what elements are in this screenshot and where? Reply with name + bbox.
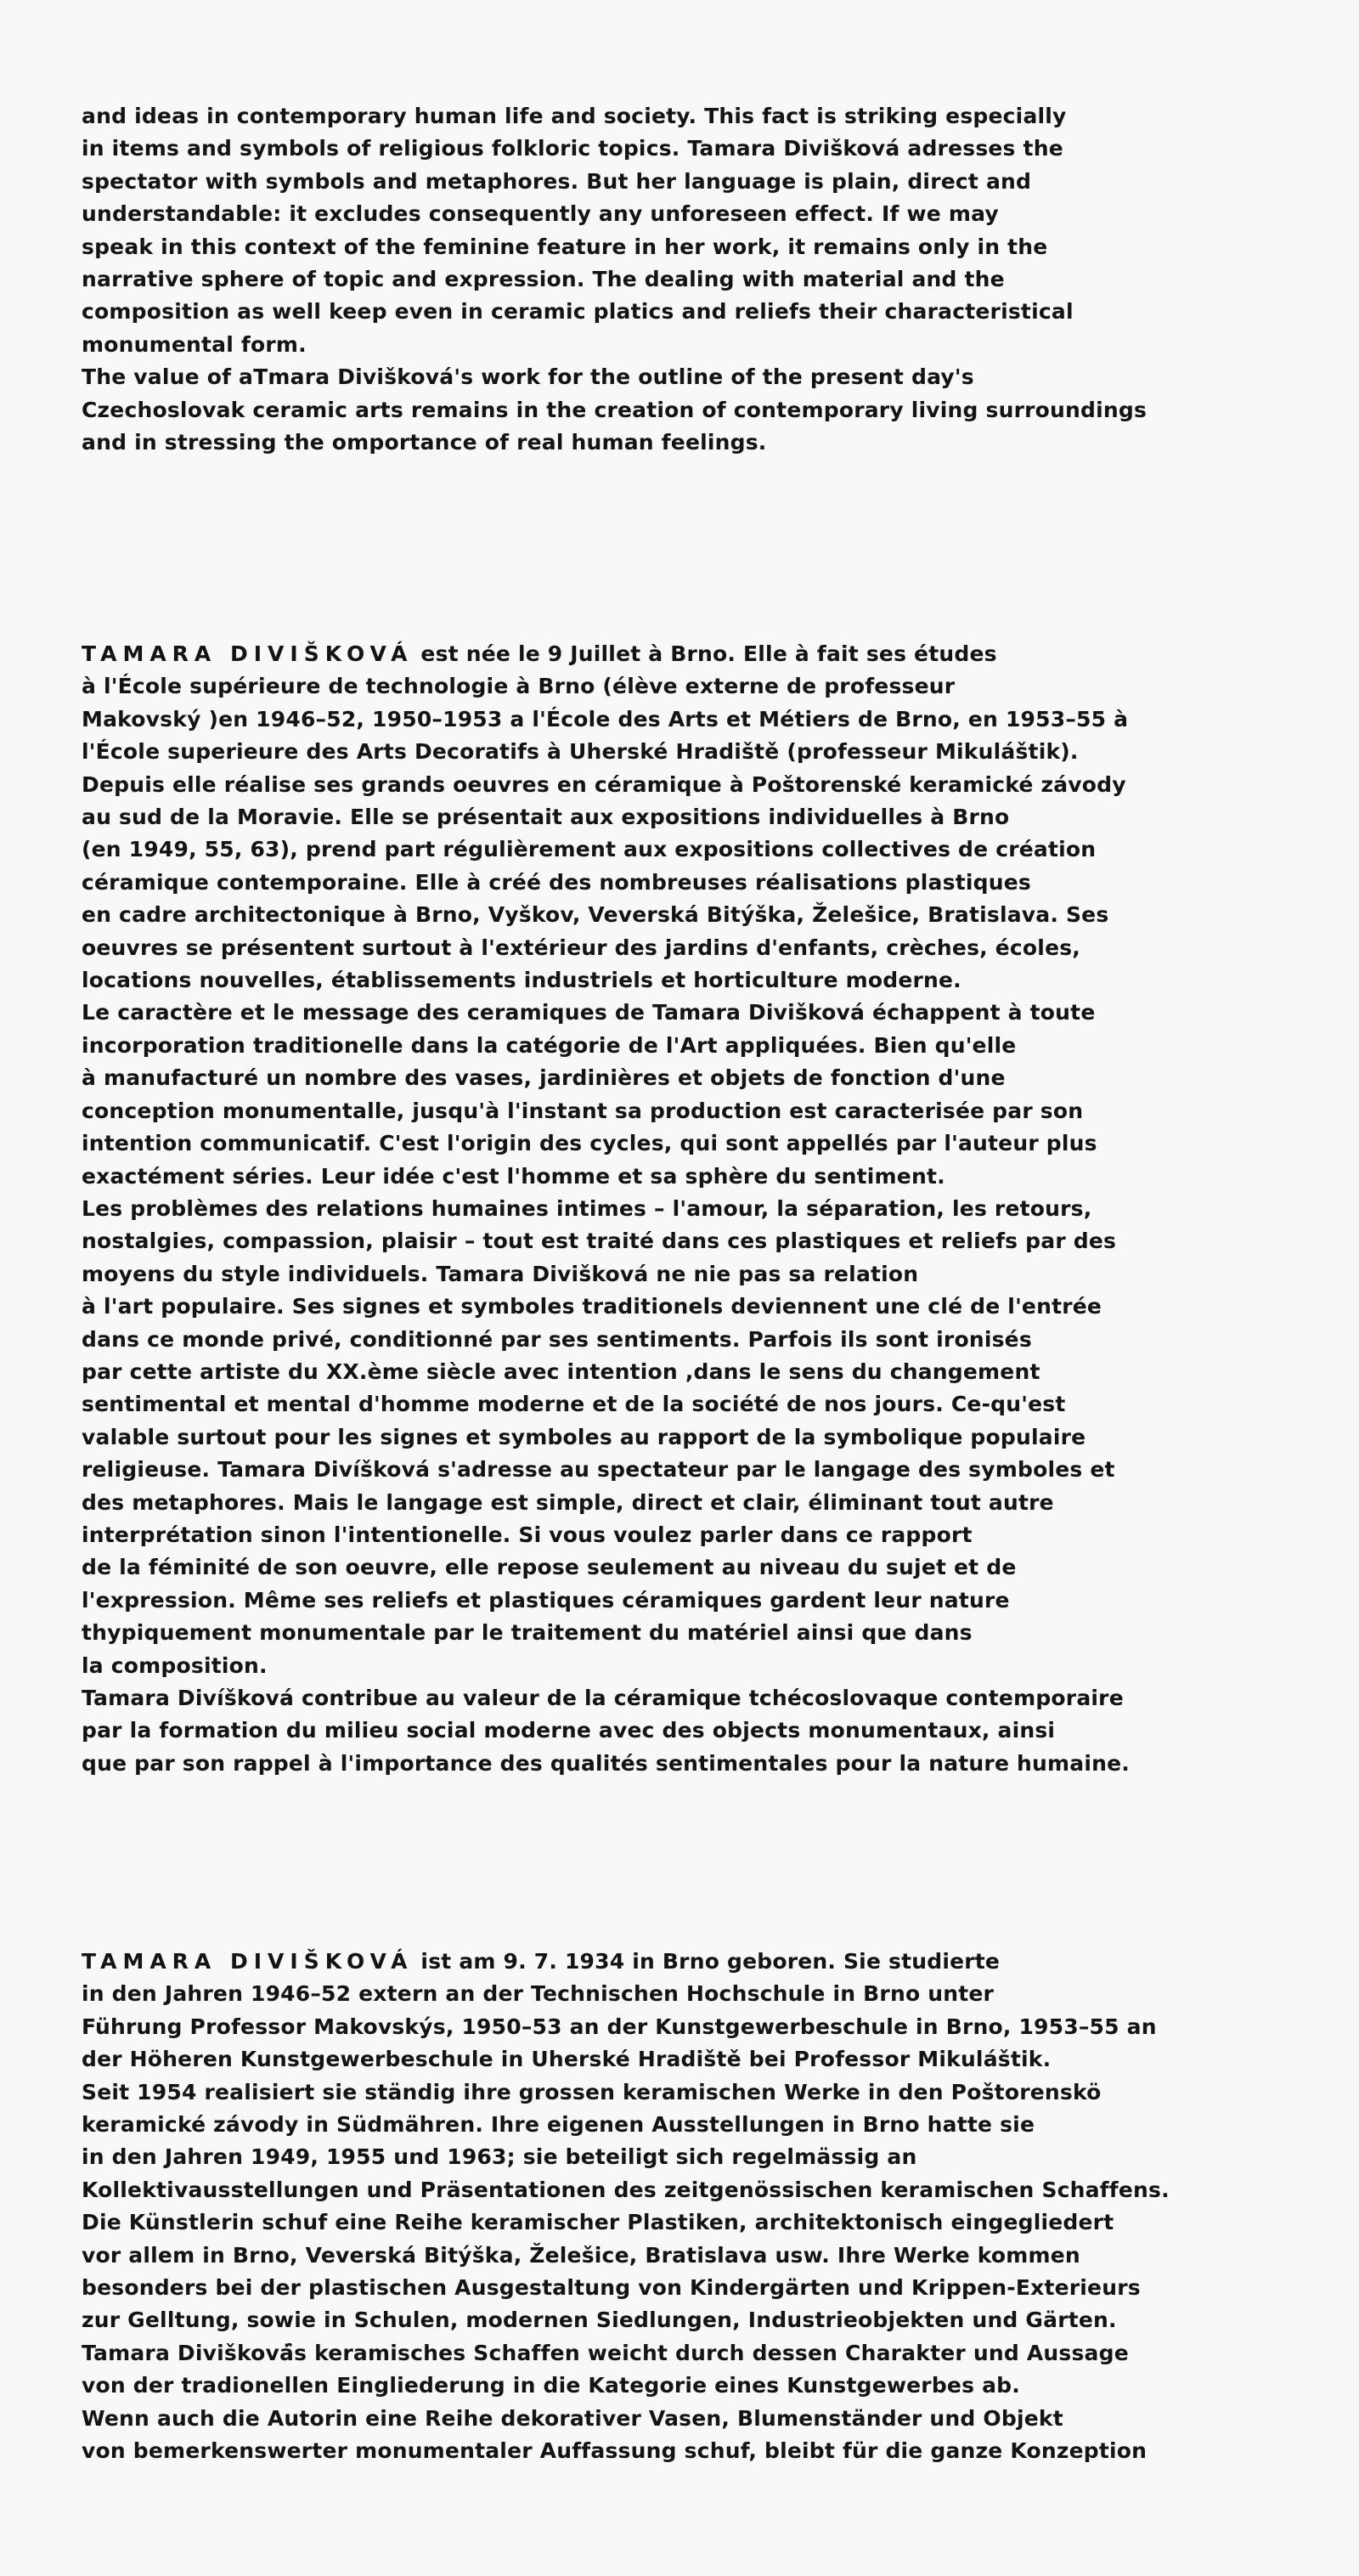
text-line: speak in this context of the feminine feature in her work, it remains only in the (82, 234, 1048, 259)
text-line: narrative sphere of topic and expression. The dealing with material and the (82, 267, 1005, 292)
text-line: and ideas in contemporary human life and society. This fact is striking especially (82, 104, 1067, 128)
text-line: à manufacturé un nombre des vases, jardinières et objets de fonction d'une (82, 1065, 1006, 1091)
text-line: céramique contemporaine. Elle à créé des nombreuses réalisations plastiques (82, 869, 1031, 895)
text-line: in den Jahren 1946–52 extern an der Technischen Hochschule in Brno unter (82, 1981, 995, 2007)
text-line: l'École superieure des Arts Decoratifs à Uherské Hradiště (professeur Mikuláštik). (82, 739, 1079, 765)
text-line: keramické závody in Südmähren. Ihre eigenen Ausstellungen in Brno hatte sie (82, 2112, 1035, 2138)
text-line: (en 1949, 55, 63), prend part régulièrement aux expositions collectives de création (82, 837, 1097, 862)
text-line: monumental form. (82, 331, 307, 357)
text-line: exactément séries. Leur idée c'est l'homme et sa sphère du sentiment. (82, 1163, 945, 1189)
text-line: dans ce monde privé, conditionné par ses sentiments. Parfois ils sont ironisés (82, 1326, 1032, 1352)
text-line: au sud de la Moravie. Elle se présentait aux expositions individuelles à Brno (82, 805, 1010, 830)
text-line: Seit 1954 realisiert sie ständig ihre grossen keramischen Werke in den Poštorenskö (82, 2079, 1102, 2104)
text-line: Depuis elle réalise ses grands oeuvres en céramique à Poštorenské keramické závody (82, 771, 1126, 797)
text-line: Czechoslovak ceramic arts remains in the creation of contemporary living surroundings (82, 397, 1148, 422)
text-line: par cette artiste du XX.ème siècle avec intention ,dans le sens du changement (82, 1359, 1040, 1384)
french-first-line (82, 638, 1296, 670)
text-line: Makovský )en 1946–52, 1950–1953 a l'École des Arts et Métiers de Brno, en 1953–55 à (82, 706, 1129, 732)
text-line: oeuvres se présentent surtout à l'extérieur des jardins d'enfants, crèches, écoles, (82, 935, 1080, 960)
text-line: in items and symbols of religious folkloric topics. Tamara Divišková adresses the (82, 136, 1063, 161)
text-line: von bemerkenswerter monumentaler Auffassung schuf, bleibt für die ganze Konzeption (82, 2438, 1148, 2464)
text-line: besonders bei der plastischen Ausgestaltung von Kindergärten und Krippen-Exterieurs (82, 2275, 1141, 2301)
text-line: vor allem in Brno, Veverská Bitýška, Želešice, Bratislava usw. Ihre Werke kommen (82, 2242, 1080, 2268)
text-line: and in stressing the omportance of real human feelings. (82, 430, 767, 455)
text-line: en cadre architectonique à Brno, Vyškov, Veverská Bitýška, Želešice, Bratislava. Ses (82, 902, 1109, 928)
text-line: locations nouvelles, établissements industriels et horticulture moderne. (82, 968, 961, 993)
text-line: understandable: it excludes consequently any unforeseen effect. If we may (82, 201, 999, 227)
text-line: l'expression. Même ses reliefs et plastiques céramiques gardent leur nature (82, 1587, 1010, 1613)
text-line: la composition. (82, 1652, 268, 1678)
text-line: moyens du style individuels. Tamara Divišková ne nie pas sa relation (82, 1261, 919, 1286)
text-line: sentimental et mental d'homme moderne et de la société de nos jours. Ce-qu'est (82, 1392, 1066, 1417)
text-line: Le caractère et le message des ceramiques de Tamara Divišková échappent à toute (82, 1000, 1096, 1025)
text-line: thypiquement monumentale par le traitement du matériel ainsi que dans (82, 1620, 973, 1646)
author-name: TAMARA DIVIŠKOVÁ (82, 1949, 414, 1974)
german-first-line (82, 1946, 1296, 1978)
english-section (82, 100, 1296, 459)
text-line: valable surtout pour les signes et symboles au rapport de la symbolique populaire (82, 1424, 1086, 1449)
text-line: Die Künstlerin schuf eine Reihe keramischer Plastiken, architektonisch eingegliedert (82, 2210, 1114, 2235)
text-line: Führung Professor Makovskýs, 1950–53 an der Kunstgewerbeschule in Brno, 1953–55 an (82, 2014, 1157, 2039)
first-line-text: est née le 9 Juillet à Brno. Elle à fait ses études (413, 641, 997, 666)
french-section (82, 638, 1296, 1780)
text-line: religieuse. Tamara Divíšková s'adresse au spectateur par le langage des symboles et (82, 1457, 1115, 1483)
text-line: à l'École supérieure de technologie à Brno (élève externe de professeur (82, 674, 956, 699)
text-line: Les problèmes des relations humaines intimes – l'amour, la séparation, les retours, (82, 1195, 1092, 1221)
text-line: que par son rappel à l'importance des qualités sentimentales pour la nature humaine. (82, 1750, 1130, 1776)
text-line: in den Jahren 1949, 1955 und 1963; sie beteiligt sich regelmässig an (82, 2144, 917, 2170)
text-line: de la féminité de son oeuvre, elle repose seulement au niveau du sujet et de (82, 1555, 1017, 1580)
text-line: des metaphores. Mais le langage est simple, direct et clair, éliminant tout autre (82, 1489, 1054, 1515)
text-line: conception monumentalle, jusqu'à l'instant sa production est caracterisée par son (82, 1098, 1084, 1123)
text-line: zur Gelltung, sowie in Schulen, modernen Siedlungen, Industrieobjekten und Gärten. (82, 2308, 1117, 2333)
text-line: à l'art populaire. Ses signes et symboles traditionels deviennent une clé de l'entrée (82, 1294, 1102, 1319)
author-name: TAMARA DIVIŠKOVÁ (82, 641, 414, 666)
text-line: spectator with symbols and metaphores. But her language is plain, direct and (82, 168, 1032, 194)
text-line: Tamara Divíšková contribue au valeur de la céramique tchécoslovaque contemporaire (82, 1686, 1124, 1710)
text-line: The value of aTmara Divišková's work for the outline of the present day's (82, 364, 974, 390)
text-line: von der tradionellen Eingliederung in die Kategorie eines Kunstgewerbes ab. (82, 2373, 1020, 2398)
text-line: par la formation du milieu social moderne avec des objects monumentaux, ainsi (82, 1718, 1056, 1743)
first-line-text: ist am 9. 7. 1934 in Brno geboren. Sie studierte (413, 1949, 1001, 1974)
text-line: Tamara Divišková̈s keramisches Schaffen weicht durch dessen Charakter und Aussage (82, 2340, 1129, 2365)
text-line: der Höheren Kunstgewerbeschule in Uherské Hradiště bei Professor Mikuláštik. (82, 2047, 1052, 2072)
text-line: interprétation sinon l'intentionelle. Si vous voulez parler dans ce rapport (82, 1522, 973, 1547)
text-line: intention communicatif. C'est l'origin des cycles, qui sont appellés par l'auteur plus (82, 1131, 1097, 1156)
text-line: Wenn auch die Autorin eine Reihe dekorativer Vasen, Blumenständer und Objekt (82, 2405, 1063, 2431)
text-line: incorporation traditionelle dans la catégorie de l'Art appliquées. Bien qu'elle (82, 1032, 1017, 1058)
text-line: nostalgies, compassion, plaisir – tout est traité dans ces plastiques et reliefs par des (82, 1229, 1117, 1254)
text-line: Kollektivausstellungen und Präsentationen des zeitgenössischen keramischen Schaffens. (82, 2177, 1170, 2202)
german-section (82, 1946, 1296, 2468)
text-line: composition as well keep even in ceramic platics and reliefs their characteristical (82, 299, 1074, 325)
